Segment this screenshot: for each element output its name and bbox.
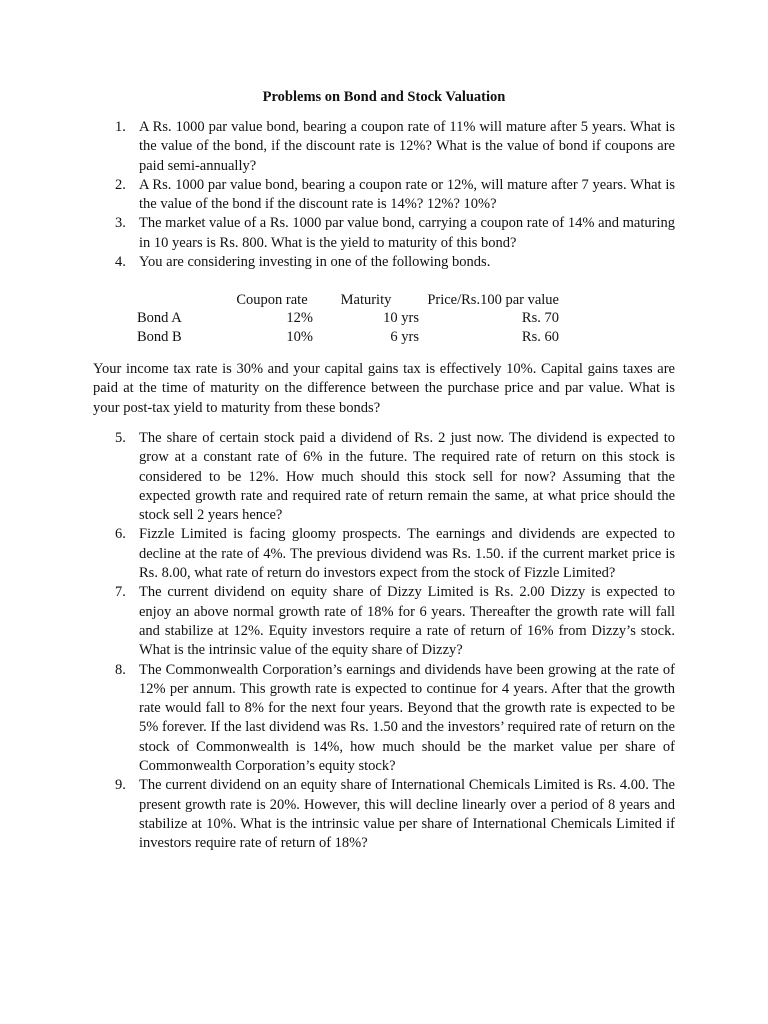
problem-number: 8.	[115, 661, 126, 678]
bond-comparison-table	[137, 291, 559, 347]
table-cell: 12%	[286, 310, 313, 327]
problem-item-7	[93, 583, 675, 660]
problem-number: 5.	[115, 430, 126, 446]
table-cell: Rs. 70	[521, 310, 559, 327]
problem-number: 6.	[115, 526, 126, 543]
problem-text: The current dividend on equity share of Dizzy Limited is Rs. 2.00 Dizzy is expected to enjoy an above normal growth rate of 18% for 6 years. Thereafter the growth rate will fall and stabilize at 12%. Equity investors require a rate of return of 16% from Dizzy’s stock. What is the intrinsic value of the equity share of Dizzy?	[139, 584, 675, 659]
problem-item-6	[93, 525, 675, 583]
problem-number: 4.	[115, 254, 126, 271]
problem-item-5	[93, 429, 675, 525]
document-title: Problems on Bond and Stock Valuation	[262, 89, 506, 105]
table-row	[137, 328, 559, 347]
table-header-cell	[137, 291, 231, 310]
problem-item-8	[93, 661, 675, 777]
table-cell: 6 yrs	[390, 328, 419, 345]
table-cell: Bond B	[137, 328, 182, 345]
problem-list-part2	[93, 429, 675, 854]
problem-text: A Rs. 1000 par value bond, bearing a coupon rate of 11% will mature after 5 years. What is the value of the bond, if the discount rate is 12%? What is the value of bond if coupons are paid semi-annually?	[139, 119, 675, 174]
problem-text: The market value of a Rs. 1000 par value bond, carrying a coupon rate of 14% and maturing in 10 years is Rs. 800. What is the yield to maturity of this bond?	[139, 215, 675, 251]
problem-item-4	[93, 253, 675, 272]
table-header-cell: Maturity	[340, 291, 392, 308]
tax-paragraph: Your income tax rate is 30% and your capital gains tax is effectively 10%. Capital gains taxes are paid at the time of maturity on the difference between the purchase price and par value. What is your post-tax yield to maturity from these bonds?	[93, 361, 675, 416]
problem-text: Fizzle Limited is facing gloomy prospects. The earnings and dividends are expected to decline at the rate of 4%. The previous dividend was Rs. 1.50. if the current market price is Rs. 8.00, what rate of return do investors expect from the stock of Fizzle Limited?	[139, 526, 675, 582]
problem-text: A Rs. 1000 par value bond, bearing a coupon rate or 12%, will mature after 7 years. What is the value of the bond if the discount rate is 14%? 12%? 10%?	[139, 176, 675, 213]
problem-number: 7.	[115, 584, 126, 601]
table-header-cell: Coupon rate	[236, 291, 308, 308]
problem-item-1	[93, 118, 675, 176]
problem-text: The share of certain stock paid a dividend of Rs. 2 just now. The dividend is expected to grow at a constant rate of 6% in the future. The required rate of return on this stock is considered to be 12%. How much should this stock sell for now? Assuming that the expected growth rate and required rate of return remain the same, at what price should the stock sell 2 years hence?	[139, 430, 675, 524]
problem-item-2	[93, 176, 675, 215]
problem-number: 2.	[115, 176, 126, 193]
problem-text: The current dividend on an equity share of International Chemicals Limited is Rs. 4.00. The present growth rate is 20%. However, this will decline linearly over a period of 8 years and stabilize at 10%. What is the intrinsic value per share of International Chemicals Limited if investors require rate of return of 18%?	[139, 777, 675, 852]
problem-item-9	[93, 776, 675, 853]
table-cell: 10%	[286, 328, 313, 345]
table-header-cell: Price/Rs.100 par value	[427, 291, 559, 308]
problem-number: 3.	[115, 215, 126, 232]
problem-number: 9.	[115, 777, 126, 794]
problem-list-part1	[93, 118, 675, 272]
problem-text: You are considering investing in one of the following bonds.	[139, 254, 491, 271]
table-row	[137, 310, 559, 329]
table-cell: Rs. 60	[521, 328, 559, 345]
table-cell: Bond A	[137, 310, 182, 327]
problem-item-3	[93, 214, 675, 253]
problem-number: 1.	[115, 119, 126, 135]
table-header-row	[137, 291, 559, 310]
table-cell: 10 yrs	[383, 310, 419, 327]
problem-text: The Commonwealth Corporation’s earnings and dividends have been growing at the rate of 12% per annum. This growth rate is expected to continue for 4 years. After that the growth rate would fall to 8% for the next four years. Beyond that the growth rate is expected to be 5% forever. If the last dividend was Rs. 1.50 and the investors’ required rate of return on the stock of Commonwealth is 14%, how much should be the market value per share of Commonwealth Corporation’s equity stock?	[139, 661, 675, 775]
